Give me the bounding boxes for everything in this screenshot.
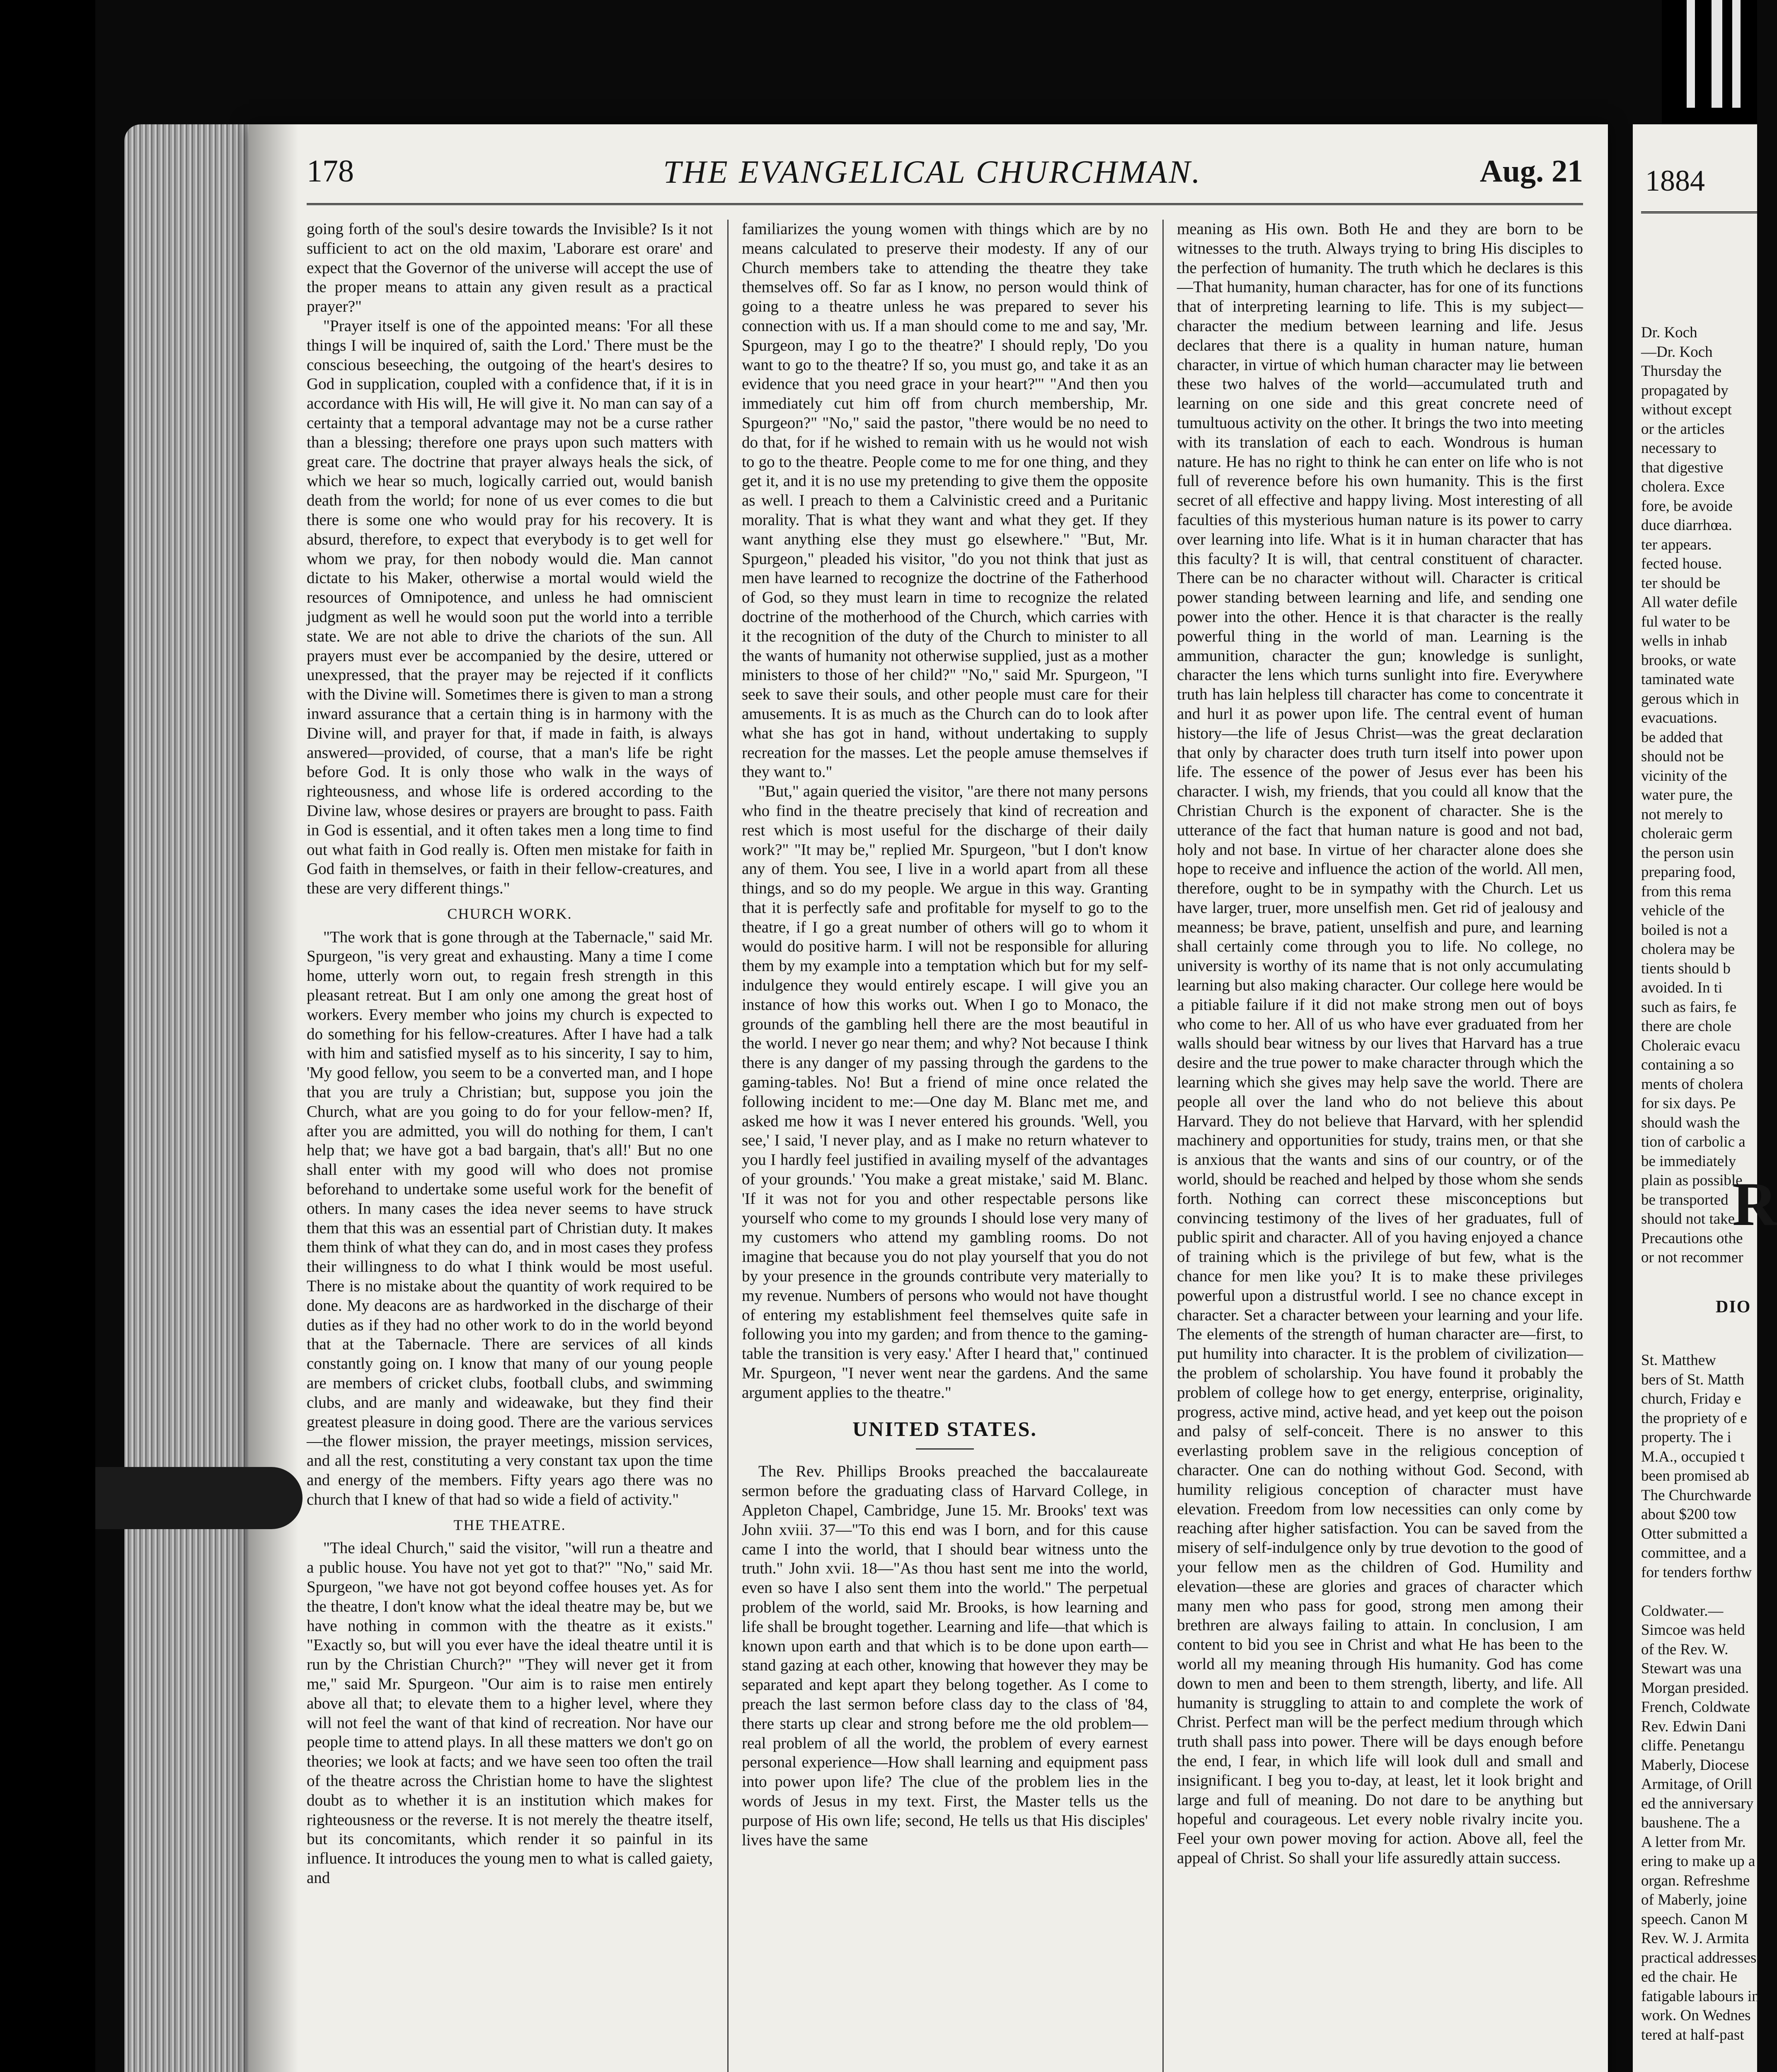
facing-page-line: fatigable labours in — [1641, 1987, 1760, 2005]
section-heading-church-work: CHURCH WORK. — [447, 905, 572, 922]
section-heading-theatre: THE THEATRE. — [453, 1516, 566, 1533]
facing-page-line: duce diarrhœa. — [1641, 517, 1732, 534]
facing-page-line: committee, and a — [1641, 1544, 1746, 1561]
facing-page-line: brooks, or wate — [1641, 651, 1736, 669]
facing-page-line: vehicle of the — [1641, 902, 1725, 919]
facing-page-line: French, Coldwate — [1641, 1699, 1750, 1716]
heading-rule — [916, 1448, 974, 1450]
facing-page-line: property. The i — [1641, 1429, 1731, 1446]
facing-page-line: water pure, the — [1641, 787, 1733, 804]
facing-page-header-rule — [1641, 211, 1757, 213]
column-3 — [1177, 220, 1583, 2072]
facing-page-line: there are chole — [1641, 1018, 1731, 1035]
facing-page-line — [1641, 1582, 1765, 1602]
facing-page-line: cliffe. Penetangu — [1641, 1737, 1745, 1754]
facing-page-line: without except — [1641, 401, 1732, 418]
facing-page-text-upper — [1641, 323, 1765, 1268]
reader-hand-shadow — [95, 1467, 303, 1529]
column-2 — [742, 220, 1148, 2072]
header-rule — [307, 203, 1583, 205]
facing-page-line: wells in inhab — [1641, 632, 1727, 649]
facing-page-line: tered at half-past — [1641, 2026, 1744, 2043]
facing-page-line: Otter submitted a — [1641, 1525, 1748, 1542]
facing-page-line: or the articles — [1641, 420, 1725, 438]
facing-page-line: tients should b — [1641, 960, 1731, 977]
facing-page-line: ful water to be — [1641, 613, 1730, 630]
facing-page-line: vicinity of the — [1641, 767, 1727, 784]
facing-page-line: not merely to — [1641, 806, 1723, 823]
paragraph: "But," again queried the visitor, "are there not many persons who find in the theatre precisely that kind of recreation and rest which is most useful for the discharge of their daily work?" "It may be," replied Mr. Spurgeon, "but I don't know any of them. You see, I live in a world apart from all these things, and so do my people. We argue in this way. Granting that it is perfectly safe and profitable for myself to go to the theatre, if I go a great number of others will go to whom it would do positive harm. I will not be responsible for alluring them by my example into a temptation which but for my self-indulgence they would entirely escape. I will give you an instance of how this works out. When I go to Monaco, the grounds of the gambling hell there are the most beautiful in the world. I never go near them; and why? Not because I think there is any danger of my passing through the gardens to the gaming-tables. No! But a friend of mine once related the following incident to me:—One day M. Blanc met me, and asked me how it was I never entered his grounds. 'Well, you see,' I said, 'I never play, and as I make no return whatever to you I hardly feel justified in availing myself of the advantages of your grounds.' 'You make a great mistake,' said M. Blanc. 'If it was not for you and other respectable persons like yourself who come to my grounds I should lose very many of my customers who attend my gambling rooms. Do not imagine that because you do not play yourself that you do not by your presence in the grounds contribute very materially to my revenue. Numbers of persons who would not have thought of entering my establishment feel themselves quite safe in following you into my garden; and from thence to the gaming-table the transition is very easy.' After I heard that," continued Mr. Spurgeon, "I never went near the gardens. And the same argument applies to the theatre." — [742, 782, 1148, 1402]
paragraph: meaning as His own. Both He and they are born to be witnesses to the truth. Always trying to bring His disciples to the perfection of humanity. The truth which he declares is this—That humanity, human character, has for one of its functions that of interpreting learning to life. This is my subject—character the medium between learning and life. Jesus declares that there is a quality in human nature, human character, in virtue of which human character may lie between these two halves of the world—accumulated truth and learning on one side and this great concrete need of tumultuous activity on the other. It brings the two into meeting with its translation of each to each. Wondrous is human nature. He has no right to think he can enter on life who is not full of reverence before his own humanity. This is the first secret of all effective and happy living. Most interesting of all faculties of this mysterious human nature is its power to carry over learning into life. What is it in human character that has this faculty? It is will, that central constituent of character. There can be no character without will. Character is critical power standing between learning and life, and sending one power into the other. Hence it is that character is the really powerful thing in the world of man. Learning is the ammunition, character the gun; knowledge is sunlight, character the lens which turns sunlight into fire. Everywhere truth has lain helpless till character has come to concentrate it and hurl it as power upon life. The central event of human history—the life of Jesus Christ—was the great declaration that only by character does truth turn itself into power upon life. The essence of the power of Jesus ever has been his character. I wish, my friends, that you could all know that the Christian Church is the exponent of character. She is the utterance of the fact that human nature is good and not bad, holy and not base. In virtue of her character alone does she hope to receive and influence the action of the world. All men, therefore, ought to be in sympathy with the Church. Let us have larger, truer, more unselfish men. Get rid of jealousy and meanness; be brave, patient, unselfish and pure, and learning shall certainly come through you to life. No college, no university is worthy of its name that is not only accumulating learning but also making character. Our college here would be a pitiable failure if it did not make strong men out of boys who come to her. All of us who have ever graduated from her walls should bear witness by our lives that Harvard has a true desire and the true power to make character through which the learning which she gives may help save the world. There are people all over the land who do not believe this about Harvard. They do not believe that Harvard, with her splendid machinery and opportunities for study, trains men, or that she is anxious that the wants and sins of our country, or of the world, should be reached and helped by those whom she sends forth. Nothing can correct these misconceptions but convincing testimony of the lives of her graduates, full of public spirit and character. All of you having enjoyed a chance of training which is the privilege of but few, what is the chance for men like you? It is to make these privileges powerful upon a distrustful world. I see no chance except in character. Set a character between your learning and your life. The elements of the strength of human character are—first, to put humility into character. It is the problem of civilization—the problem of scholarship. You have found it probably the problem of college how to get energy, enterprise, originality, progress, active mind, active head, and yet keep out the poison and palsy of self-conceit. There is no answer to this everlasting problem save in the religious conception of character. One can do nothing without God. Second, with humility religious conception of character must have elevation. Freedom from low necessities can only come by reaching after higher satisfaction. You can be saved from the misery of self-indulgence only by true devotion to the good of your fellow men as the children of God. Humility and elevation—these are glories and graces of character which many men who pass for good, strong men among their brethren are always failing to attain. In conclusion, I am content to bid you see in Christ and what He has been to the world all my meaning through His humanity. God has come down to men and been to them strength, liberty, and life. All humanity is struggling to attain to and complete the work of Christ. Perfect man will be the perfect medium through which truth shall pass into power. There will be days enough before the end, I fear, in which life will look dull and small and insignificant. I beg you to-day, at least, let it look bright and large and full of meaning. Do not dare to be anything but hopeful and courageous. Let every noble rivalry incite you. Feel your own power moving for action. Above all, feel the appeal of Christ. So shall your life assuredly attain success. — [1177, 220, 1583, 1867]
facing-page-line: preparing food, — [1641, 864, 1736, 881]
facing-page-diocese-heading: DIO — [1716, 1297, 1751, 1317]
facing-page-line: boiled is not a — [1641, 921, 1728, 939]
facing-page-line: work. On Wednes — [1641, 2007, 1751, 2024]
facing-page-line: that digestive — [1641, 459, 1724, 476]
facing-page-line: Coldwater.— — [1641, 1602, 1724, 1619]
facing-page-line: containing a so — [1641, 1056, 1734, 1073]
facing-page-line: gerous which in — [1641, 690, 1739, 707]
facing-page-line: the propriety of e — [1641, 1409, 1747, 1427]
facing-page-line: M.A., occupied t — [1641, 1448, 1745, 1465]
facing-page-line: should not take t — [1641, 1210, 1743, 1227]
facing-page-line: Rev. Edwin Dani — [1641, 1718, 1746, 1735]
facing-page-heading-letter: R — [1732, 1170, 1777, 1239]
facing-page-line: fore, be avoide — [1641, 497, 1733, 515]
facing-page-line: Thursday the — [1641, 363, 1722, 380]
facing-page-line: Dr. Koch — [1641, 324, 1697, 341]
facing-page-line: should not be — [1641, 748, 1724, 765]
facing-page-line: practical addresses — [1641, 1949, 1757, 1966]
article-columns — [307, 220, 1583, 2072]
page-number: 178 — [307, 154, 354, 189]
facing-page-line: or not recommer — [1641, 1249, 1743, 1266]
facing-page-line: should wash the — [1641, 1114, 1740, 1131]
facing-page-line: tion of carbolic a — [1641, 1133, 1746, 1150]
facing-page-line: for tenders forthw — [1641, 1564, 1752, 1581]
facing-page-line: Rev. W. J. Armita — [1641, 1930, 1749, 1947]
facing-page-line: A letter from Mr. — [1641, 1833, 1746, 1851]
paragraph: The Rev. Phillips Brooks preached the baccalaureate sermon before the graduating class of Harvard College, in Appleton Chapel, Cambridge, June 15. Mr. Brooks' text was John xviii. 37—"To this end was I born, and for this cause came I into the world, that I should bear witness unto the truth." John xvii. 18—"As thou hast sent me into the world, even so have I also sent them into the world." The perpetual problem of the world, said Mr. Brooks, is how learning and life shall be brought together. Learning and life—that which is known upon earth and that which is to be done upon earth—stand gazing at each other, knowing that however they may be separated and kept apart they belong together. As I come to preach the last sermon before class day to the class of '84, there starts up clear and strong before me the old problem—real problem of all the world, the problem of every earnest personal experience—How shall learning and equipment pass into power upon life? The clue of the problem lies in the words of Jesus in my text. First, the Master tells us the purpose of His own life; second, He tells us that His disciples' lives have the same — [742, 1462, 1148, 1849]
facing-page-line: organ. Refreshme — [1641, 1872, 1750, 1889]
facing-page-line: ter should be — [1641, 574, 1721, 592]
facing-page-line: bers of St. Matth — [1641, 1371, 1744, 1388]
film-border-left — [0, 0, 95, 2072]
facing-page-line: avoided. In ti — [1641, 979, 1723, 996]
facing-page-line: St. Matthew — [1641, 1352, 1716, 1369]
paragraph: going forth of the soul's desire towards the Invisible? Is it not sufficient to act on the old maxim, 'Laborare est orare' and expect that the Governor of the universe will accept the use of the proper means to attain any given result as a practical prayer?" — [307, 220, 713, 316]
facing-page-line: been promised ab — [1641, 1467, 1749, 1484]
facing-page-line: be added that — [1641, 729, 1723, 746]
facing-page-line: All water defile — [1641, 594, 1738, 611]
paragraph: "The ideal Church," said the visitor, "will run a theatre and a public house. You have not yet got to that?" "No," said Mr. Spurgeon, "we have not got beyond coffee houses yet. As for the theatre, I don't know what the ideal theatre may be, but we have nothing in common with the theatre as it exists." "Exactly so, but will you ever have the ideal theatre until it is run by the Christian Church?" "They will never get it from me," said Mr. Spurgeon. "Our aim is to raise men entirely above all that; to elevate them to a higher level, where they will not feel the want of that kind of recreation. Nor have our people time to attend plays. In all these matters we don't go on theories; we look at facts; and we have seen too often the trail of the theatre across the Christian home to have the slightest doubt as to whether it is an institution which makes for righteousness or the reverse. It is not merely the theatre itself, but its concomitants, which render it so painful in its influence. It introduces the young men to what is called gaiety, and — [307, 1539, 713, 1887]
column-divider — [727, 220, 729, 2072]
facing-page-line: be transported — [1641, 1191, 1729, 1208]
facing-page-line: plain as possible — [1641, 1172, 1743, 1189]
facing-page-line: ering to make up a — [1641, 1853, 1755, 1870]
facing-page-line: for six days. Pe — [1641, 1095, 1736, 1112]
facing-page-line: from this rema — [1641, 883, 1731, 900]
facing-page-line: about $200 tow — [1641, 1506, 1737, 1523]
facing-page-line: of Maberly, joine — [1641, 1891, 1747, 1908]
column-1 — [307, 220, 713, 2072]
book-page-edges — [124, 124, 257, 2072]
facing-page-line: of the Rev. W. — [1641, 1641, 1729, 1658]
facing-page-line: be immediately — [1641, 1152, 1736, 1170]
issue-date: Aug. 21 — [1479, 154, 1583, 189]
facing-page-line: —Dr. Koch — [1641, 343, 1713, 361]
newspaper-page — [249, 124, 1608, 2072]
facing-page-line: evacuations. — [1641, 709, 1717, 726]
facing-page-line: cholera. Exce — [1641, 478, 1725, 495]
facing-page-line: fected house. — [1641, 555, 1722, 572]
gutter-shadow — [249, 124, 298, 2072]
facing-page-line: The Churchwarde — [1641, 1486, 1752, 1504]
paragraph: "The work that is gone through at the Tabernacle," said Mr. Spurgeon, "is very great and exhausting. Many a time I come home, utterly worn out, to regain fresh strength in this pleasant retreat. But I am only one among the great host of workers. Every member who joins my church is expected to do something for his fellow-creatures. After I have had a talk with him and satisfied myself as to his sincerity, I say to him, 'My good fellow, you seem to be a converted man, and I hope that you are truly a Christian; but, suppose you join the Church, what are you going to do for your fellow-men? If, after you are admitted, you will do nothing for them, I can't help that; we have got a bad bargain, that's all!' But no one shall enter with my good will who does not promise beforehand to undertake some useful work for the benefit of others. In many cases the idea never seems to have struck them that this was an essential part of Christian duty. It makes them think of what they can do, and in most cases they profess their willingness to do what I think would be most useful. There is no mistake about the quantity of work required to be done. My deacons are as hardworked in the discharge of their duties as if they had no other work to do in the world beyond that at the Tabernacle. There are services of all kinds constantly going on. I know that many of our young people are members of cricket clubs, football clubs, and swimming clubs, and are manly and wideawake, but they find their greatest pleasure in doing good. There are the various services—the flower mission, the prayer meetings, mission services, and all the rest, constituting a very constant tax upon the time and energy of the members. Fifty years ago there was no church that I knew of that had so wide a field of activity." — [307, 928, 713, 1508]
facing-page-line: ed the anniversary — [1641, 1795, 1754, 1812]
facing-page-line: Choleraic evacu — [1641, 1037, 1741, 1054]
column-divider — [1162, 220, 1164, 2072]
facing-page-line: Armitage, of Orill — [1641, 1776, 1753, 1793]
facing-page-line: Maberly, Diocese — [1641, 1756, 1749, 1774]
facing-page-year: 1884 — [1645, 164, 1705, 197]
facing-page-line: the person usin — [1641, 844, 1734, 862]
facing-page-line: Simcoe was held — [1641, 1622, 1745, 1639]
facing-page-line: taminated wate — [1641, 671, 1734, 688]
facing-page-line: Morgan presided. — [1641, 1679, 1749, 1697]
facing-page-line: baushene. The a — [1641, 1814, 1740, 1831]
section-heading-united-states: UNITED STATES. — [852, 1417, 1037, 1440]
page-header — [307, 153, 1583, 203]
facing-page-line: such as fairs, fe — [1641, 998, 1737, 1016]
paragraph: familiarizes the young women with things which are by no means calculated to preserve their modesty. If any of our Church members take to attending the theatre they take themselves off. So far as I know, no person would think of going to a theatre unless he was prepared to sever his connection with us. If a man should come to me and say, 'Mr. Spurgeon, may I go to the theatre?' I should reply, 'Do you want to go to the theatre? If so, you must go, and take it as an evidence that you need grace in your heart?'" "And then you immediately cut him off from church membership, Mr. Spurgeon?" "No," said the pastor, "there would be no need to do that, for if he wished to remain with us he would not wish to go to the theatre. People come to me for one thing, and they get it, and it is no use my pretending to give them the opposite as well. I preach to them a Calvinistic creed and a Puritanic morality. That is what they want and what they get. If they want anything else they must go elsewhere." "But, Mr. Spurgeon," pleaded his visitor, "do you not think that just as men have learned to recognize the doctrine of the Fatherhood of God, so they must learn in time to recognize the related doctrine of the motherhood of the Church, which carries with it the recognition of the duty of the Church to minister to all the wants of humanity not otherwise supplied, just as a mother ministers to those of her child?" "No," said Mr. Spurgeon, "I seek to save their souls, and other people must care for their amusements. It is as much as the Church can do to look after what she has got in hand, without undertaking to supply recreation for the masses. Let the people amuse themselves if they want to." — [742, 220, 1148, 781]
facing-page-line: cholera may be — [1641, 941, 1735, 958]
facing-page-line: ed the chair. He — [1641, 1968, 1738, 1985]
facing-page-line: speech. Canon M — [1641, 1910, 1748, 1928]
facing-page-text-lower — [1641, 1351, 1765, 2045]
facing-page-line: church, Friday e — [1641, 1390, 1741, 1407]
facing-page-line: choleraic germ — [1641, 825, 1733, 842]
facing-page-fragment — [1633, 124, 1777, 2072]
facing-page-line: ments of cholera — [1641, 1075, 1743, 1093]
facing-page-line: Precautions othe — [1641, 1230, 1743, 1247]
facing-page-line: propagated by — [1641, 382, 1729, 399]
facing-page-line: necessary to — [1641, 440, 1716, 457]
masthead-title: THE EVANGELICAL CHURCHMAN. — [663, 154, 1202, 190]
paragraph: "Prayer itself is one of the appointed means: 'For all these things I will be inquired of, saith the Lord.' There must be the conscious beseeching, the outgoing of the heart's desires to God in supplication, coupled with a confidence that, if it is in accordance with His will, He will give it. No man can say of a certainty that a temporal advantage may not be a curse rather than a blessing; therefore one prays upon such matters with great care. The doctrine that prayer always heals the sick, of which we hear so much, logically carried out, would banish death from the world; for none of us ever comes to die but there is some one who would pray for his recovery. It is absurd, therefore, to expect that everybody is to get well for whom we pray, for then nobody would die. Man cannot dictate to his Maker, otherwise a mortal would wield the resources of Omnipotence, and unless he had omniscient judgment as well he would soon put the world into a terrible state. We are not able to drive the chariots of the sun. All prayers must ever be accompanied by the desire, uttered or unexpressed, that the prayer may be rejected if it conflicts with the Divine will. Sometimes there is given to man a strong inward assurance that a certain thing is in harmony with the Divine will, and prayer for that, if made in faith, is always answered—provided, of course, that a man's life be right before God. It is only those who walk in the ways of righteousness, and whose life is ordered according to the Divine law, whose desires or prayers are brought to pass. Faith in God is essential, and it often takes men a long time to find out what faith in God really is. Often men mistake for faith in God faith in themselves, or faith in their fellow-creatures, and these are very different things." — [307, 317, 713, 898]
facing-page-line: Stewart was una — [1641, 1660, 1742, 1677]
facing-page-line: ter appears. — [1641, 536, 1712, 553]
